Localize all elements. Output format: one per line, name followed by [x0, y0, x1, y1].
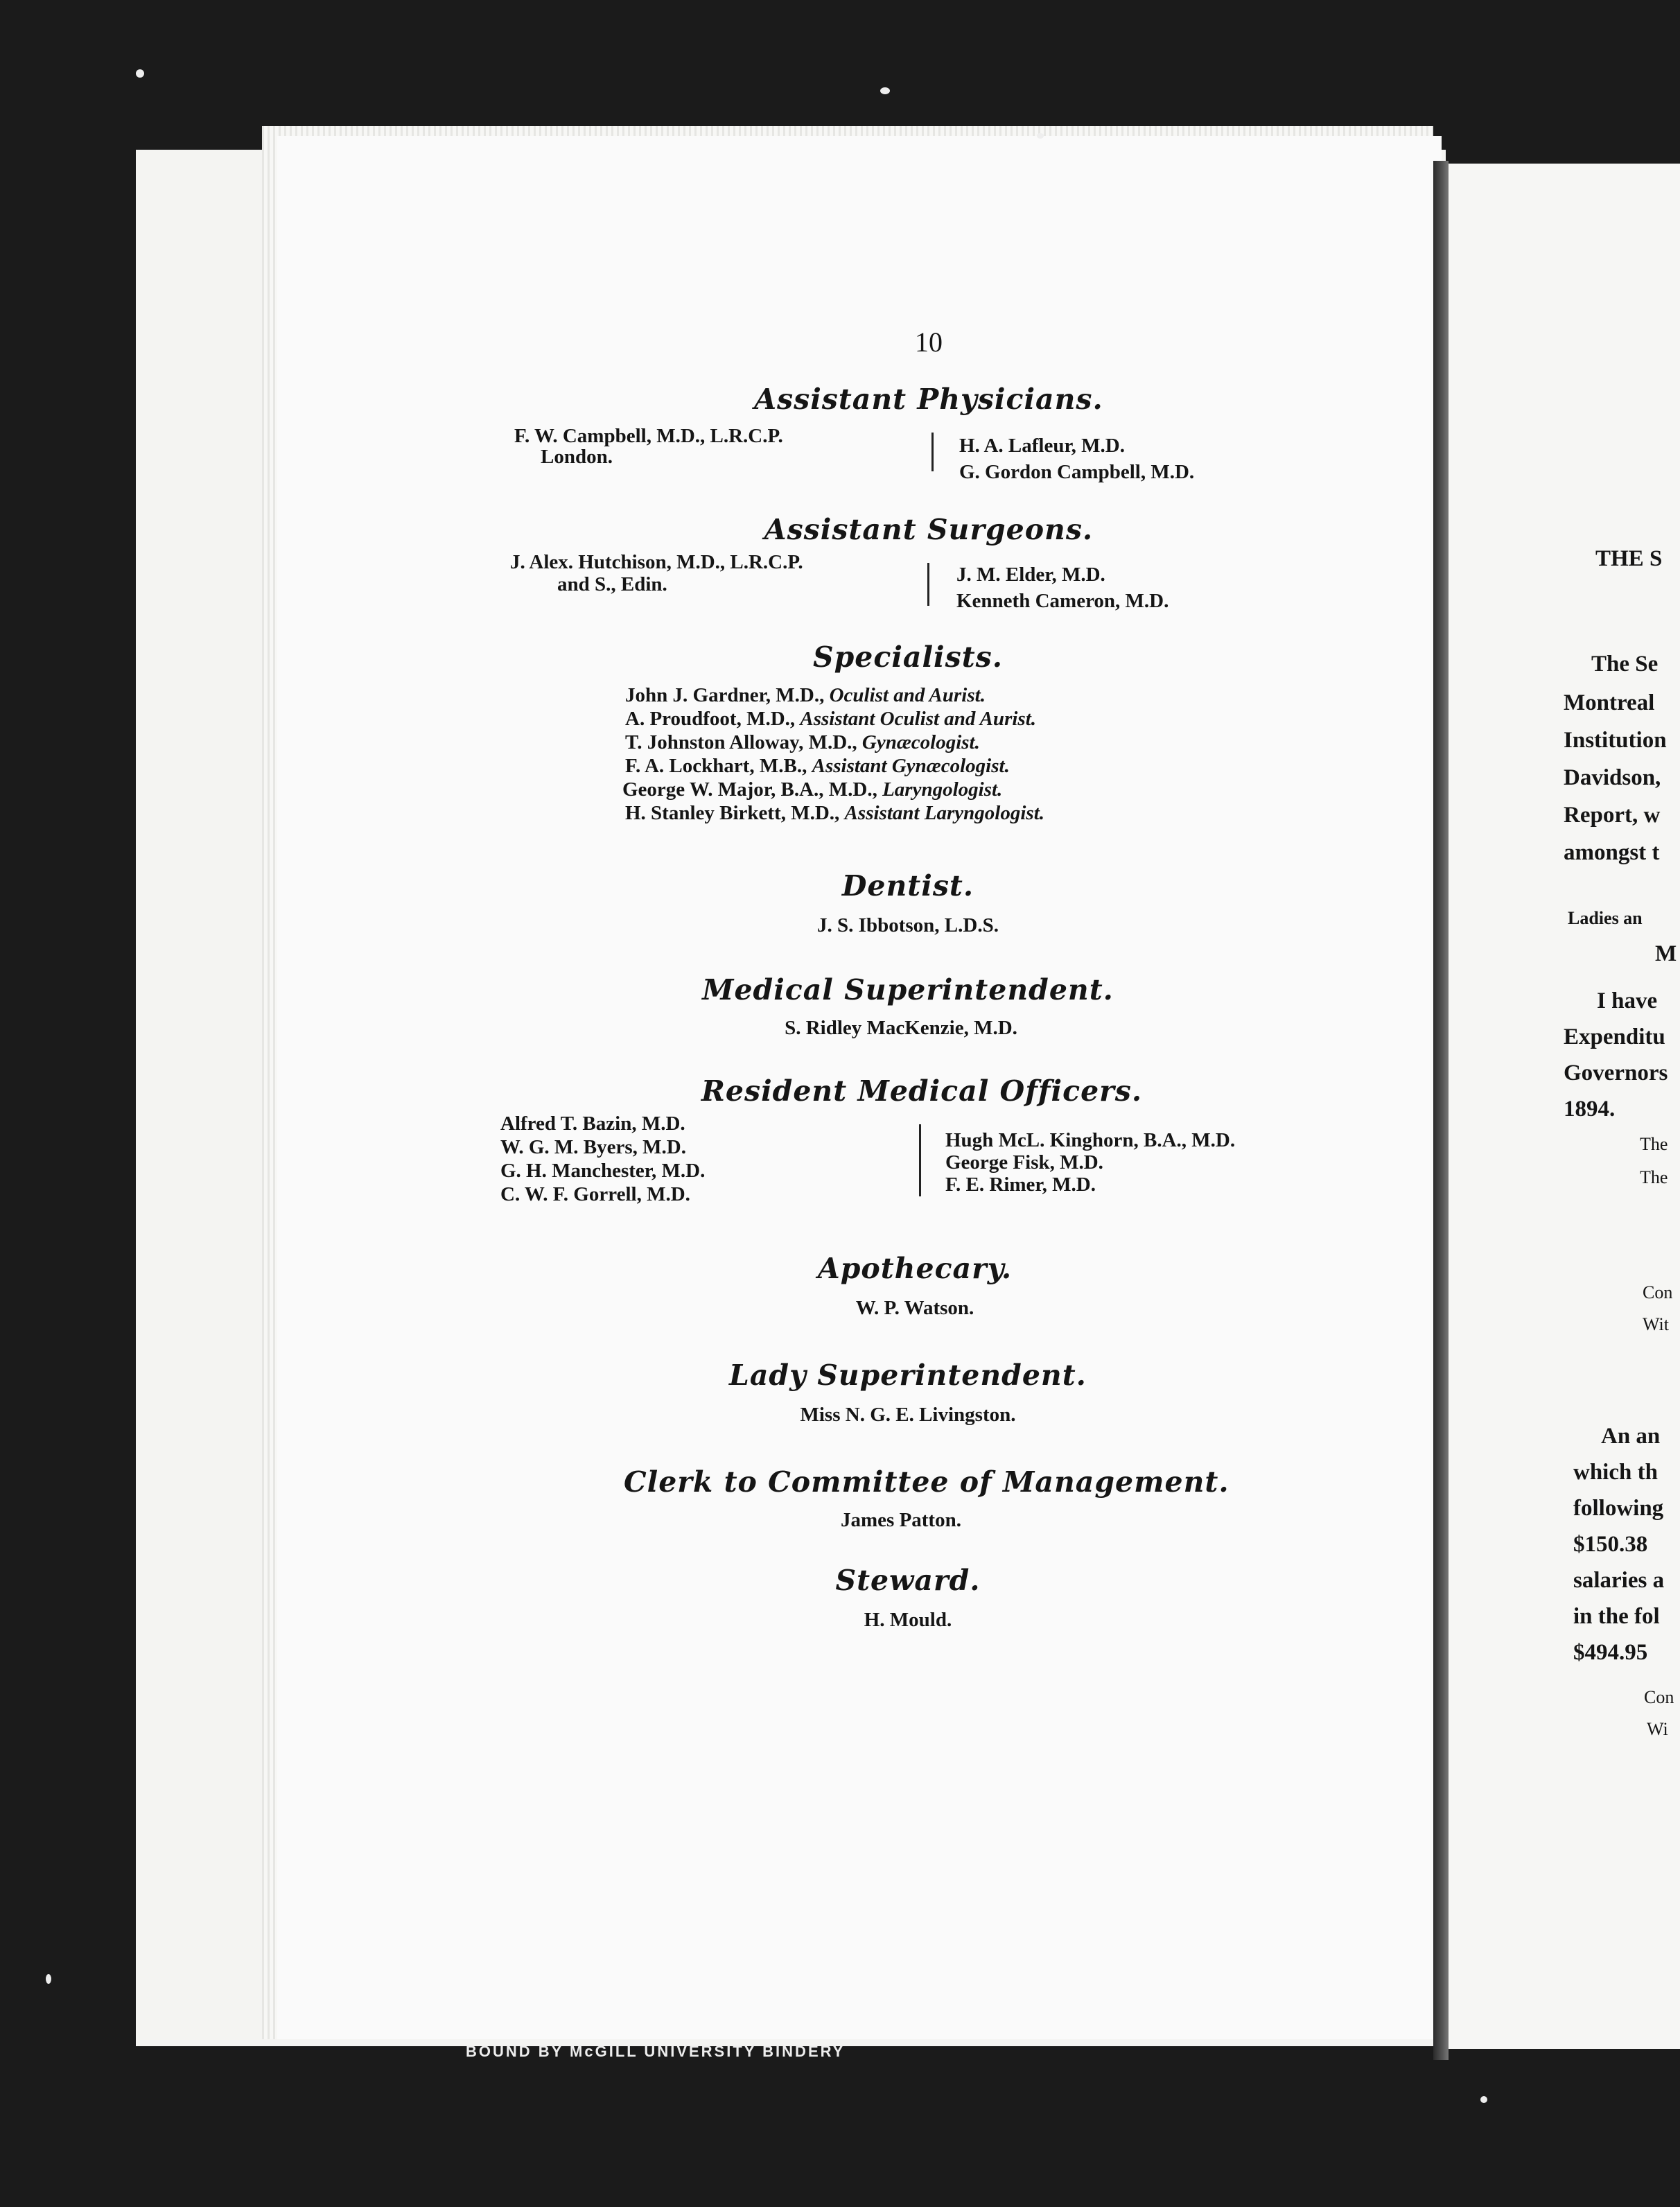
resident-officer-left-3: G. H. Manchester, M.D. [500, 1160, 706, 1182]
column-divider [927, 563, 929, 606]
steward-name: H. Mould. [864, 1609, 952, 1631]
assistant-physician-left-1: F. W. Campbell, M.D., L.R.C.P. [514, 425, 783, 447]
lady-superintendent-name: Miss N. G. E. Livingston. [800, 1404, 1016, 1426]
column-divider [919, 1124, 921, 1196]
heading-dentist: Dentist. [841, 869, 974, 902]
right-page-text: The Se [1591, 652, 1659, 677]
assistant-surgeon-right-2: Kenneth Cameron, M.D. [956, 590, 1169, 612]
specialist-1: John J. Gardner, M.D., Oculist and Aurist. [625, 684, 986, 706]
right-page-text: 1894. [1564, 1097, 1616, 1122]
right-page-text: which th [1573, 1460, 1658, 1485]
right-page-text: Davidson, [1564, 765, 1661, 790]
resident-officer-right-1: Hugh McL. Kinghorn, B.A., M.D. [945, 1129, 1236, 1151]
resident-officer-right-2: George Fisk, M.D. [945, 1151, 1103, 1174]
assistant-physician-left-2: London. [541, 446, 613, 468]
assistant-surgeon-left-1: J. Alex. Hutchison, M.D., L.R.C.P. [510, 551, 803, 573]
right-page-text: The [1640, 1134, 1668, 1154]
heading-specialists: Specialists. [813, 640, 1003, 674]
column-divider [931, 433, 934, 471]
assistant-physician-right-2: G. Gordon Campbell, M.D. [959, 461, 1195, 483]
assistant-surgeon-right-1: J. M. Elder, M.D. [956, 564, 1105, 586]
right-page-text: $494.95 [1573, 1640, 1648, 1665]
right-page-text: Wit [1643, 1314, 1669, 1334]
right-page-text: I have [1597, 988, 1658, 1013]
apothecary-name: W. P. Watson. [855, 1297, 974, 1319]
film-speck [1480, 2096, 1487, 2103]
right-page-text: Wi [1647, 1719, 1668, 1739]
right-page-text: salaries a [1573, 1568, 1665, 1593]
right-page-text: in the fol [1573, 1604, 1660, 1629]
binder-stamp: BOUND BY McGILL UNIVERSITY BINDERY [466, 2043, 846, 2060]
right-page-text: An an [1601, 1424, 1661, 1449]
right-page-text: Expenditu [1564, 1024, 1665, 1049]
film-speck [1037, 133, 1044, 139]
assistant-physician-right-1: H. A. Lafleur, M.D. [959, 435, 1125, 457]
film-speck [880, 87, 890, 94]
right-page-text: Con [1643, 1282, 1673, 1302]
heading-assistant-surgeons: Assistant Surgeons. [764, 513, 1094, 546]
specialist-6: H. Stanley Birkett, M.D., Assistant Laryngologist. [625, 802, 1045, 824]
right-page-text: Governors [1564, 1061, 1668, 1085]
assistant-surgeon-left-2: and S., Edin. [557, 573, 667, 595]
heading-resident-medical-officers: Resident Medical Officers. [701, 1074, 1143, 1108]
right-page-text: M [1655, 941, 1677, 966]
dentist-name: J. S. Ibbotson, L.D.S. [817, 914, 999, 936]
right-page-text: Institution [1564, 728, 1667, 753]
right-page-text: The [1640, 1167, 1668, 1187]
specialist-4: F. A. Lockhart, M.B., Assistant Gynæcologist. [625, 755, 1010, 777]
film-speck [136, 69, 144, 78]
heading-apothecary: Apothecary. [817, 1252, 1013, 1285]
film-speck [46, 1974, 51, 1984]
book-gutter [1433, 161, 1449, 2060]
heading-clerk: Clerk to Committee of Management. [624, 1465, 1230, 1499]
right-page-text: Report, w [1564, 803, 1661, 828]
specialist-5: George W. Major, B.A., M.D., Laryngologist. [622, 778, 1003, 801]
right-page-text: amongst t [1564, 840, 1660, 865]
resident-officer-right-3: F. E. Rimer, M.D. [945, 1174, 1096, 1196]
heading-lady-superintendent: Lady Superintendent. [729, 1359, 1087, 1392]
right-page-text: Ladies an [1568, 908, 1643, 928]
right-page-text: Con [1644, 1687, 1674, 1707]
clerk-name: James Patton. [841, 1509, 961, 1531]
heading-assistant-physicians: Assistant Physicians. [754, 383, 1103, 416]
resident-officer-left-2: W. G. M. Byers, M.D. [500, 1136, 686, 1158]
right-page-text: following [1573, 1496, 1664, 1521]
heading-steward: Steward. [835, 1564, 981, 1597]
heading-medical-superintendent: Medical Superintendent. [702, 973, 1114, 1006]
right-page-text: Montreal [1564, 690, 1655, 715]
resident-officer-left-4: C. W. F. Gorrell, M.D. [500, 1183, 690, 1205]
medical-superintendent-name: S. Ridley MacKenzie, M.D. [785, 1017, 1017, 1039]
page-number: 10 [915, 326, 943, 358]
resident-officer-left-1: Alfred T. Bazin, M.D. [500, 1113, 685, 1135]
right-page-text: $150.38 [1573, 1532, 1648, 1557]
specialist-3: T. Johnston Alloway, M.D., Gynæcologist. [625, 731, 980, 753]
specialist-2: A. Proudfoot, M.D., Assistant Oculist and Aurist. [625, 708, 1036, 730]
right-page-text: THE S [1595, 546, 1663, 571]
